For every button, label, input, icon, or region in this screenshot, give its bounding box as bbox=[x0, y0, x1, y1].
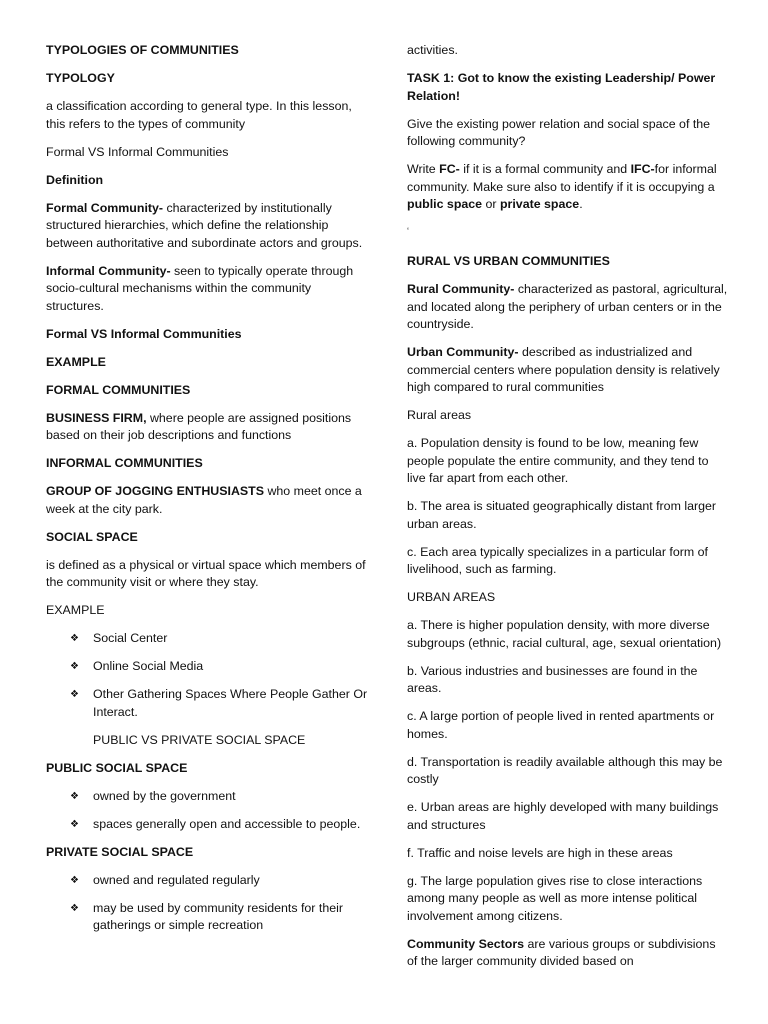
example-label: EXAMPLE bbox=[46, 603, 105, 617]
left-column bbox=[46, 42, 368, 945]
rural-point: c. Each area typically specializes in a particular form of livelihood, such as farming. bbox=[407, 544, 708, 576]
rural-point: a. Population density is found to be low, meaning few people populate the entire community, and they tend to live far apart from each other. bbox=[407, 436, 709, 485]
list-item: ❖ owned and regulated regularly bbox=[46, 872, 368, 890]
task-instruction: Give the existing power relation and social space of the following community? bbox=[407, 116, 711, 148]
diamond-bullet-icon: ❖ bbox=[70, 633, 79, 644]
right-column bbox=[407, 42, 729, 981]
list-item: ❖ Other Gathering Spaces Where People Gather Or Interact. bbox=[70, 687, 368, 719]
private-space-list bbox=[46, 872, 368, 935]
heading-definition: Definition bbox=[46, 172, 104, 187]
diamond-bullet-icon: ❖ bbox=[70, 874, 79, 886]
social-space-definition: is defined as a physical or virtual space which members of the community visit or where they stay. bbox=[46, 557, 366, 589]
urban-point: g. The large population gives rise to close interactions among many people as well as more intense political involvement among citizens. bbox=[407, 873, 703, 923]
social-space-examples-list bbox=[46, 630, 368, 721]
diamond-bullet-icon: ❖ bbox=[70, 902, 79, 914]
jogging-group-example: GROUP OF JOGGING ENTHUSIASTS who meet once a week at the city park. bbox=[46, 484, 362, 516]
formal-vs-informal-title: Formal VS Informal Communities bbox=[46, 144, 229, 159]
list-item: ❖ owned by the government bbox=[46, 788, 368, 806]
urban-point: a. There is higher population density, with more diverse subgroups (ethnic, racial cultural, age, sexual orientation) bbox=[407, 618, 722, 650]
diamond-bullet-icon: ❖ bbox=[70, 790, 79, 802]
list-item: ❖ spaces generally open and accessible to people. bbox=[46, 816, 368, 834]
heading-social-space: SOCIAL SPACE bbox=[46, 529, 138, 544]
formal-community-definition: Formal Community- characterized by institutionally structured hierarchies, which define the relationship between authoritative and subordinate actors and groups. bbox=[46, 200, 363, 250]
rural-point: b. The area is situated geographically distant from larger urban areas. bbox=[407, 499, 717, 531]
business-firm-example: BUSINESS FIRM, where people are assigned positions based on their job descriptions and functions bbox=[46, 410, 352, 442]
heading-example: EXAMPLE bbox=[46, 354, 106, 369]
heading-informal-communities: INFORMAL COMMUNITIES bbox=[46, 456, 203, 470]
formal-vs-informal-heading: Formal VS Informal Communities bbox=[46, 326, 242, 341]
heading-formal-communities: FORMAL COMMUNITIES bbox=[46, 382, 191, 397]
informal-community-definition: Informal Community- seen to typically operate through socio-cultural mechanisms within the community structures. bbox=[46, 263, 354, 313]
typology-definition: a classification according to general type. In this lesson, this refers to the types of community bbox=[46, 99, 352, 131]
continued-text: activities. bbox=[407, 43, 458, 57]
urban-point: f. Traffic and noise levels are high in these areas bbox=[407, 845, 673, 860]
list-item: ❖ may be used by community residents for their gatherings or simple recreation bbox=[70, 900, 343, 932]
list-item: ❖ Online Social Media bbox=[46, 658, 368, 676]
page-title: TYPOLOGIES OF COMMUNITIES bbox=[46, 43, 239, 57]
public-vs-private-title: PUBLIC VS PRIVATE SOCIAL SPACE bbox=[93, 732, 306, 747]
heading-public-social-space: PUBLIC SOCIAL SPACE bbox=[46, 760, 188, 775]
public-space-list bbox=[46, 788, 368, 834]
list-item: ❖ Social Center bbox=[46, 630, 368, 648]
diamond-bullet-icon: ❖ bbox=[70, 689, 79, 700]
heading-private-social-space: PRIVATE SOCIAL SPACE bbox=[46, 844, 194, 859]
task-write-instruction: Write FC- if it is a formal community and IFC-for informal community. Make sure also to identify if it is occupying a public space or private space. bbox=[407, 162, 717, 211]
urban-point: d. Transportation is readily available although this may be costly bbox=[407, 754, 723, 786]
urban-community-definition: Urban Community- described as industrialized and commercial centers where population density is relatively high compared to rural communities bbox=[407, 345, 720, 394]
diamond-bullet-icon: ❖ bbox=[70, 661, 79, 672]
heading-typology: TYPOLOGY bbox=[46, 71, 115, 85]
stray-mark: ‘ bbox=[407, 226, 409, 236]
diamond-bullet-icon: ❖ bbox=[70, 818, 79, 830]
community-sectors-definition: Community Sectors are various groups or subdivisions of the larger community divided based on bbox=[407, 936, 716, 968]
task-heading: TASK 1: Got to know the existing Leadership/ Power Relation! bbox=[407, 71, 716, 103]
urban-point: e. Urban areas are highly developed with many buildings and structures bbox=[407, 800, 719, 832]
urban-point: b. Various industries and businesses are found in the areas. bbox=[407, 663, 698, 695]
heading-rural-areas: Rural areas bbox=[407, 408, 472, 422]
heading-rural-vs-urban: RURAL VS URBAN COMMUNITIES bbox=[407, 254, 610, 268]
rural-community-definition: Rural Community- characterized as pastoral, agricultural, and located along the periphery of urban centers or in the countryside. bbox=[407, 282, 728, 331]
heading-urban-areas: URBAN AREAS bbox=[407, 590, 496, 604]
urban-point: c. A large portion of people lived in rented apartments or homes. bbox=[407, 709, 715, 741]
